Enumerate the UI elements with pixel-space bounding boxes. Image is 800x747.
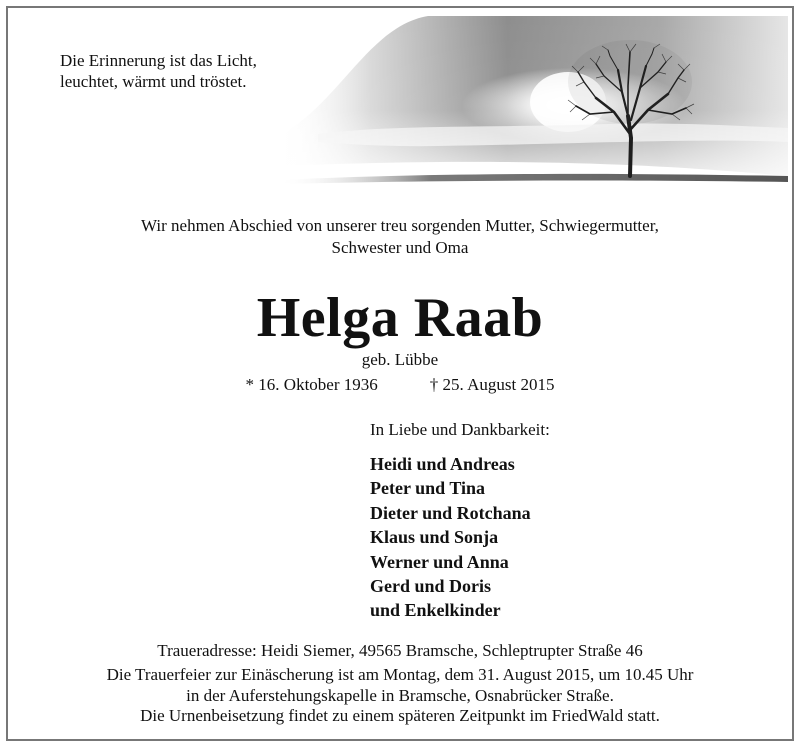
list-item: Heidi und Andreas bbox=[370, 454, 515, 474]
quote-line: Die Erinnerung ist das Licht, bbox=[60, 51, 257, 70]
list-item: Dieter und Rotchana bbox=[370, 502, 531, 523]
maiden-name: geb. Lübbe bbox=[361, 350, 439, 369]
life-dates bbox=[8, 374, 792, 396]
list-item: Werner und Anna bbox=[370, 551, 509, 572]
deceased-name: Helga Raab bbox=[256, 287, 544, 349]
list-item: Peter und Tina bbox=[370, 478, 486, 499]
lone-tree-landscape-icon bbox=[278, 16, 788, 188]
ceremony-line: in der Auferstehungskapelle in Bramsche, Osnabrücker Straße. bbox=[186, 685, 614, 705]
mourners-heading: In Liebe und Dankbarkeit: bbox=[370, 420, 550, 439]
list-item: Klaus und Sonja bbox=[370, 527, 499, 548]
list-item: Gerd und Doris bbox=[370, 576, 492, 597]
quote bbox=[60, 50, 257, 92]
ceremony-details bbox=[8, 665, 792, 727]
ceremony-line: Die Trauerfeier zur Einäscherung ist am Montag, dem 31. August 2015, um 10.45 Uhr bbox=[106, 665, 694, 684]
intro-line: Schwester und Oma bbox=[331, 238, 469, 257]
death-date: † 25. August 2015 bbox=[429, 375, 555, 394]
quote-line: leuchtet, wärmt und tröstet. bbox=[60, 72, 247, 91]
ceremony-line: Die Urnenbeisetzung findet zu einem späteren Zeitpunkt im FriedWald statt. bbox=[140, 706, 660, 725]
intro-text bbox=[8, 215, 792, 259]
mourning-address: Traueradresse: Heidi Siemer, 49565 Bramsche, Schleptrupter Straße 46 bbox=[157, 641, 643, 660]
birth-date: * 16. Oktober 1936 bbox=[245, 375, 378, 394]
list-item: und Enkelkinder bbox=[370, 600, 501, 621]
mourners-list bbox=[370, 452, 531, 623]
obituary-card bbox=[6, 6, 794, 741]
intro-line: Wir nehmen Abschied von unserer treu sorgenden Mutter, Schwiegermutter, bbox=[141, 216, 659, 235]
